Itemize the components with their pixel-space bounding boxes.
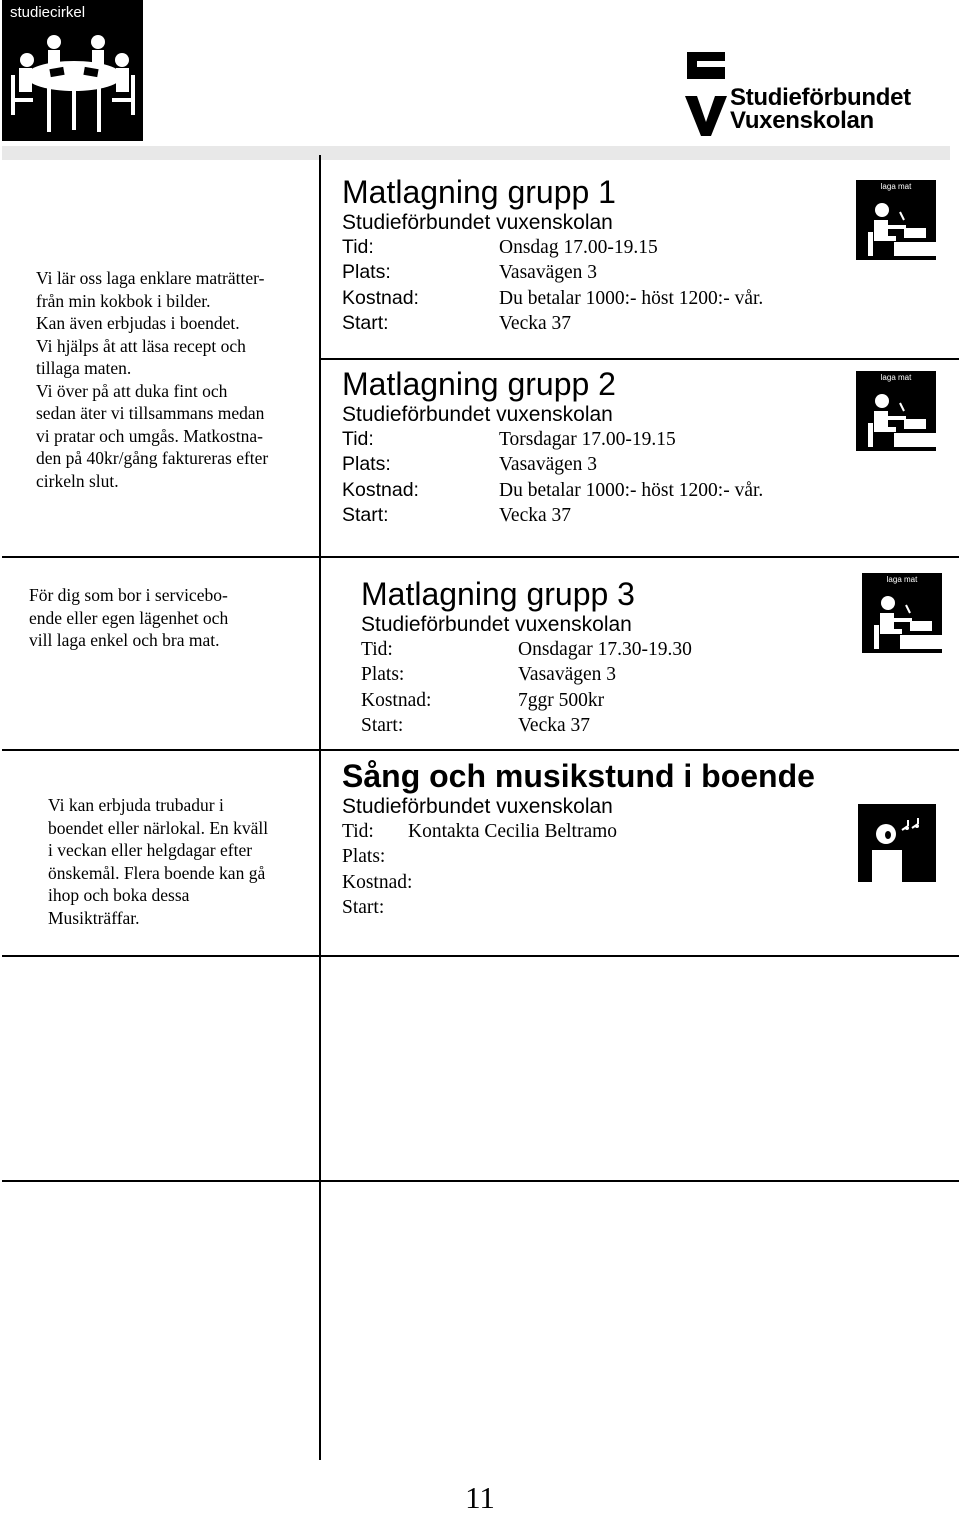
row-label: Plats: [342,846,386,868]
row-divider-1 [319,358,959,360]
row-label: Start: [342,311,389,334]
row-label: Tid: [361,639,393,660]
cooking-icon [856,180,936,260]
singing-pictogram [858,804,936,882]
text-line: boendet eller närlokal. En kväll [48,817,269,838]
course-organizer: Studieförbundet vuxenskolan [342,211,613,234]
text-line: För dig som bor i servicebo- [29,585,228,605]
cooking-icon [862,573,942,653]
course-title: Matlagning grupp 3 [361,576,635,612]
cooking-pictogram [856,180,936,260]
row-divider-5 [2,1180,959,1182]
text-line: Vi över på att duka fint och [36,380,228,401]
row-value: Vasavägen 3 [518,664,617,686]
text-line: tillaga maten. [36,358,132,378]
text-line: ihop och boka dessa [48,885,190,905]
text-line: i veckan eller helgdagar efter [48,840,253,860]
row-value: Vecka 37 [518,714,591,736]
course-start-row [342,895,942,920]
course-title: Sång och musikstund i boende [342,758,815,794]
study-circle-icon [2,0,143,141]
course-time-row [342,427,842,452]
course-organizer: Studieförbundet vuxenskolan [361,613,632,636]
row-divider-4 [2,955,959,957]
row-value: Du betalar 1000:- höst 1200:- vår. [499,287,764,309]
row-value: Vasavägen 3 [499,454,598,476]
course-time-row [342,235,842,260]
text-line: Kan även erbjudas i boendet. [36,313,240,333]
row-label: Plats: [342,261,391,284]
course-block-3 [361,576,841,738]
text-line: Vi lär oss laga enklare maträtter- [36,268,265,288]
row-value: Vecka 37 [499,312,572,334]
course-place-row [342,844,942,869]
row-value: Onsdag 17.00-19.15 [499,237,658,258]
row-value: 7ggr 500kr [518,689,605,711]
row-label: Tid: [342,236,374,258]
pictogram-label: laga mat [880,182,912,191]
row-value: Onsdagar 17.30-19.30 [518,639,692,660]
row-value: Kontakta Cecilia Beltramo [408,821,618,842]
row-divider-2 [2,556,959,558]
row-label: Plats: [361,664,405,686]
course-organizer: Studieförbundet vuxenskolan [342,403,613,426]
course-time-row [361,637,841,662]
text-line: cirkeln slut. [36,470,119,491]
course-title: Matlagning grupp 2 [342,366,616,402]
text-line: från min kokbok i bilder. [36,290,211,311]
course-place-row [342,260,842,285]
row-value: Torsdagar 17.00-19.15 [499,429,676,450]
row-label: Plats: [342,453,391,476]
text-line: Musikträffar. [48,907,140,928]
course-start-row [361,713,841,738]
text-line: den på 40kr/gång faktureras efter [36,448,269,468]
cooking-pictogram [862,573,942,653]
intro-text [36,267,316,492]
course-start-row [342,503,842,528]
course-cost-row [342,870,942,895]
text-line: vi pratar och umgås. Matkostna- [36,425,263,446]
row-label: Start: [342,503,389,526]
course-organizer: Studieförbundet vuxenskolan [342,795,613,818]
row-label: Kostnad: [361,689,432,711]
pictogram-label: laga mat [886,575,918,584]
page-number: 11 [465,1480,495,1515]
text-line: Vi kan erbjuda trubadur i [48,795,224,815]
row-label: Kostnad: [342,871,413,893]
logo-line-2: Vuxenskolan [730,107,874,134]
studiecirkel-pictogram [2,0,143,141]
row-value: Vecka 37 [499,504,572,526]
course-place-row [361,662,841,687]
text-line: sedan äter vi tillsammans medan [36,403,265,423]
course-block-2 [342,366,842,528]
text-line: önskemål. Flera boende kan gå [48,862,266,883]
course-cost-row [342,478,842,503]
svenska-vuxenskolan-logo [683,48,938,138]
row-label: Start: [342,896,385,918]
course-cost-row [361,688,841,713]
row-label: Start: [361,714,404,736]
logo-line-1: Studieförbundet [730,84,911,111]
cooking-pictogram [856,371,936,451]
pictogram-label: studiecirkel [10,4,86,21]
row-divider-3 [2,749,959,751]
logo-text [730,86,911,132]
row-label: Tid: [342,428,374,450]
text-line: ende eller egen lägenhet och [29,607,229,628]
pictogram-label: laga mat [880,373,912,382]
course-cost-row [342,286,842,311]
row-label: Kostnad: [342,478,419,501]
singing-icon [858,804,936,882]
course-block-4 [342,758,942,920]
course-block-1 [342,174,842,336]
row-value: Vasavägen 3 [499,262,598,284]
music-text [48,794,318,929]
row-label: Tid: [342,821,374,842]
header-divider [2,146,950,160]
text-line: Vi hjälps åt att läsa recept och [36,335,246,356]
course-time-row [342,819,942,844]
course-start-row [342,311,842,336]
sv-logo-mark [683,48,729,136]
course-title: Matlagning grupp 1 [342,174,616,210]
row-label: Kostnad: [342,286,419,309]
cooking-icon [856,371,936,451]
text-line: vill laga enkel och bra mat. [29,630,220,650]
row-value: Du betalar 1000:- höst 1200:- vår. [499,479,764,501]
column-divider [319,155,321,1460]
course-place-row [342,452,842,477]
service-text [29,584,314,652]
